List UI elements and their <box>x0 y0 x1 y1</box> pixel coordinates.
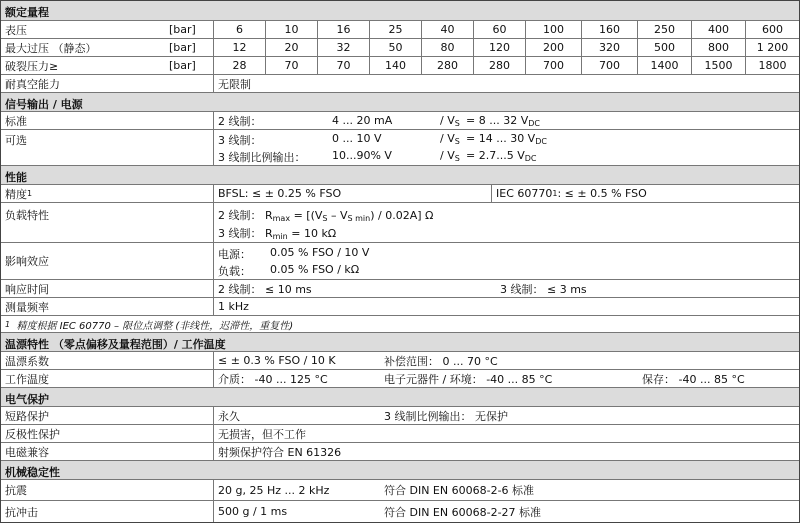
shock-standard: 符合 DIN EN 60068-2-27 标准 <box>384 505 542 519</box>
load-2wire: 2 线制： $R_{max} = [(V_S - V_{S min}) / 0.02A]$ Ω <box>218 209 434 223</box>
row-label: 工作温度 <box>5 372 49 386</box>
value-cell: 80 <box>421 39 473 56</box>
section-title: 额定量程 <box>5 6 49 19</box>
value-cell: 6 <box>213 21 265 38</box>
section-thermal <box>1 332 799 351</box>
range-row-gauge <box>1 20 799 38</box>
bfsl-value: BFSL: ≤ ± 0.25 % FSO <box>213 185 491 202</box>
value-cell: 1800 <box>745 57 799 74</box>
supply-label: / $V_S$ <box>440 132 460 146</box>
section-performance <box>1 165 799 184</box>
value-cell: 1 200 <box>745 39 799 56</box>
medium-temp: 介质： -40 ... 125 °C <box>218 372 328 386</box>
section-mechanical <box>1 460 799 479</box>
value-cell: 10 <box>265 21 317 38</box>
value-cell: 100 <box>525 21 581 38</box>
load-3wire: 3 线制： $R_{min} = 10$ kΩ <box>218 227 337 241</box>
row-value: 射频保护符合 EN 61326 <box>213 443 799 460</box>
value-cell: 120 <box>473 39 525 56</box>
section-title: 温漂特性 （零点偏移及量程范围）/ 工作温度 <box>5 338 226 351</box>
value-cell: 280 <box>421 57 473 74</box>
row-value <box>213 352 799 369</box>
row-label: 破裂压力≥ <box>5 59 59 73</box>
short-circuit-value: 永久 <box>218 409 240 423</box>
row-value <box>213 407 799 424</box>
value-cell: 600 <box>745 21 799 38</box>
value-cell: 28 <box>213 57 265 74</box>
row-value: 1 kHz <box>213 298 799 315</box>
row-value <box>213 370 799 387</box>
response-3wire: 3 线制： ≤ 3 ms <box>500 282 587 296</box>
row-label: 可选 <box>5 134 27 147</box>
row-value <box>213 501 799 522</box>
row-label: 抗震 <box>5 484 27 497</box>
row-label: 温漂系数 <box>5 354 49 368</box>
vacuum-row <box>1 74 799 92</box>
response-2wire: 2 线制： ≤ 10 ms <box>218 282 312 296</box>
row-value <box>213 280 799 297</box>
vibration-value: 20 g, 25 Hz ... 2 kHz <box>218 483 330 497</box>
range-row-overpressure <box>1 38 799 56</box>
section-electrical <box>1 387 799 406</box>
electronics-temp: 电子元器件 / 环境： -40 ... 85 °C <box>384 372 553 386</box>
unit-label: [bar] <box>169 41 196 54</box>
row-label: 精度 1 <box>5 187 33 201</box>
load-row <box>1 202 799 242</box>
standard-row <box>1 111 799 129</box>
response-row <box>1 279 799 297</box>
row-value: 无损害，但不工作 <box>213 425 799 442</box>
section-signal <box>1 92 799 111</box>
value-cell: 1500 <box>691 57 745 74</box>
work-temp-row <box>1 369 799 387</box>
value-cell: 140 <box>369 57 421 74</box>
row-value <box>213 480 799 500</box>
unit-label: [bar] <box>169 59 196 72</box>
row-label: 耐真空能力 <box>5 77 60 91</box>
row-value <box>213 130 799 165</box>
value-cell: 500 <box>637 39 691 56</box>
supply-label: / $V_S$ <box>440 113 460 128</box>
optional-row <box>1 129 799 165</box>
accuracy-row <box>1 184 799 202</box>
shock-row <box>1 500 799 522</box>
value-cell: 250 <box>637 21 691 38</box>
value-cell: 700 <box>525 57 581 74</box>
value-cell: 32 <box>317 39 369 56</box>
supply-influence-value: 0.05 % FSO / 10 V <box>270 246 370 259</box>
row-label: 短路保护 <box>5 409 49 423</box>
value-cell: 400 <box>691 21 745 38</box>
value-cell: 280 <box>473 57 525 74</box>
row-label: 标准 <box>5 114 27 128</box>
row-value <box>213 203 799 242</box>
wire-type: 3 线制比例输出： <box>218 151 306 164</box>
row-label: 电磁兼容 <box>5 445 49 459</box>
iec-value: IEC 60770 1 : ≤ ± 0.5 % FSO <box>491 185 799 202</box>
supply-value: = 2.7...5 $V_{DC}$ <box>466 149 537 163</box>
value-cell: 50 <box>369 39 421 56</box>
compensation-range: 补偿范围： 0 ... 70 °C <box>384 354 498 368</box>
footnote-row <box>1 315 799 332</box>
short-circuit-extra: 3 线制比例输出： 无保护 <box>384 409 508 423</box>
load-influence-value: 0.05 % FSO / kΩ <box>270 263 360 276</box>
row-label: 影响效应 <box>5 255 49 268</box>
supply-value: = 8 ... 32 $V_{DC}$ <box>466 113 540 128</box>
section-rated-range <box>1 1 799 20</box>
section-title: 电气保护 <box>5 393 49 406</box>
row-label: 测量频率 <box>5 300 49 314</box>
value-cell: 40 <box>421 21 473 38</box>
value-cell: 200 <box>525 39 581 56</box>
unit-label: [bar] <box>169 23 196 36</box>
range-row-burst <box>1 56 799 74</box>
row-value <box>213 112 799 129</box>
value-cell: 1400 <box>637 57 691 74</box>
value-cell: 700 <box>581 57 637 74</box>
output-signal: 0 ... 10 V <box>332 132 382 145</box>
row-value: 无限制 <box>213 75 799 92</box>
value-cell: 320 <box>581 39 637 56</box>
row-label: 反极性保护 <box>5 427 60 441</box>
emc-row <box>1 442 799 460</box>
section-title: 性能 <box>5 171 27 184</box>
shock-value: 500 g / 1 ms <box>218 505 288 518</box>
wire-type: 3 线制： <box>218 134 262 147</box>
short-circuit-row <box>1 406 799 424</box>
value-cell: 16 <box>317 21 369 38</box>
reverse-polarity-row <box>1 424 799 442</box>
value-cell: 70 <box>265 57 317 74</box>
vibration-row <box>1 479 799 500</box>
frequency-row <box>1 297 799 315</box>
value-cell: 800 <box>691 39 745 56</box>
temp-coef-row <box>1 351 799 369</box>
section-title: 信号输出 / 电源 <box>5 98 83 111</box>
value-cell: 160 <box>581 21 637 38</box>
row-label: 响应时间 <box>5 282 49 296</box>
value-cell: 60 <box>473 21 525 38</box>
value-cell: 25 <box>369 21 421 38</box>
section-title: 机械稳定性 <box>5 466 60 479</box>
wire-type: 2 线制： <box>218 114 262 128</box>
output-signal: 10...90% V <box>332 149 392 162</box>
row-label: 负载特性 <box>5 209 49 222</box>
load-influence-key: 负载： <box>218 265 251 278</box>
storage-temp: 保存： -40 ... 85 °C <box>642 372 745 386</box>
supply-influence-key: 电源： <box>218 248 251 261</box>
value-cell: 12 <box>213 39 265 56</box>
value-cell: 70 <box>317 57 369 74</box>
temp-coef-value: ≤ ± 0.3 % FSO / 10 K <box>218 354 336 367</box>
influence-row <box>1 242 799 279</box>
value-cell: 20 <box>265 39 317 56</box>
output-signal: 4 ... 20 mA <box>332 114 393 127</box>
row-value <box>213 243 799 279</box>
supply-label: / $V_S$ <box>440 149 460 163</box>
row-label: 最大过压 （静态） <box>5 41 97 55</box>
row-label: 表压 <box>5 23 27 37</box>
supply-value: = 14 ... 30 $V_{DC}$ <box>466 132 547 146</box>
vibration-standard: 符合 DIN EN 60068-2-6 标准 <box>384 484 535 497</box>
footnote: 1 精度根据 IEC 60770 – 限位点调整 (非线性，迟滞性，重复性) <box>5 319 294 332</box>
row-label: 抗冲击 <box>5 505 38 519</box>
